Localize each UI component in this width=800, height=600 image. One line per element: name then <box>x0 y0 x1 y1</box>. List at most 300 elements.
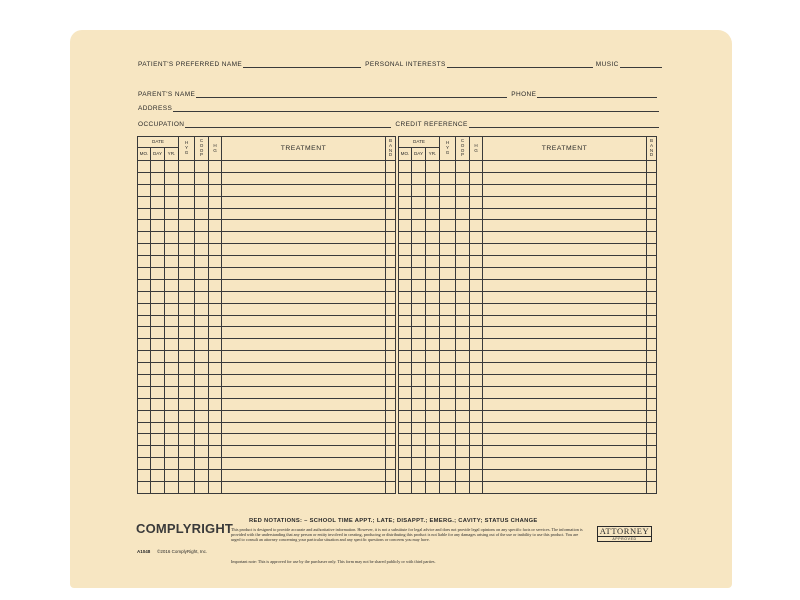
record-cell[interactable] <box>399 410 412 422</box>
record-cell[interactable] <box>412 482 426 494</box>
record-cell[interactable] <box>456 434 470 446</box>
record-cell[interactable] <box>470 470 483 482</box>
record-cell[interactable] <box>412 244 426 256</box>
record-cell[interactable] <box>470 351 483 363</box>
record-cell[interactable] <box>195 434 209 446</box>
record-cell[interactable] <box>647 161 657 173</box>
record-cell[interactable] <box>151 410 165 422</box>
record-cell[interactable] <box>483 327 647 339</box>
record-cell[interactable] <box>222 315 386 327</box>
record-cell[interactable] <box>151 172 165 184</box>
record-cell[interactable] <box>195 375 209 387</box>
record-cell[interactable] <box>209 375 222 387</box>
record-cell[interactable] <box>412 256 426 268</box>
record-cell[interactable] <box>138 363 151 375</box>
record-cell[interactable] <box>222 363 386 375</box>
record-cell[interactable] <box>386 470 396 482</box>
record-cell[interactable] <box>138 291 151 303</box>
record-cell[interactable] <box>222 279 386 291</box>
record-cell[interactable] <box>209 268 222 280</box>
record-cell[interactable] <box>386 434 396 446</box>
record-cell[interactable] <box>195 339 209 351</box>
record-cell[interactable] <box>151 256 165 268</box>
record-cell[interactable] <box>470 327 483 339</box>
record-cell[interactable] <box>209 196 222 208</box>
record-cell[interactable] <box>138 196 151 208</box>
record-cell[interactable] <box>386 220 396 232</box>
record-cell[interactable] <box>399 196 412 208</box>
record-cell[interactable] <box>222 434 386 446</box>
record-cell[interactable] <box>470 386 483 398</box>
record-cell[interactable] <box>440 303 456 315</box>
record-cell[interactable] <box>386 422 396 434</box>
record-cell[interactable] <box>151 303 165 315</box>
record-cell[interactable] <box>222 291 386 303</box>
record-cell[interactable] <box>470 196 483 208</box>
record-cell[interactable] <box>456 220 470 232</box>
record-cell[interactable] <box>138 161 151 173</box>
record-cell[interactable] <box>399 220 412 232</box>
record-cell[interactable] <box>412 458 426 470</box>
record-cell[interactable] <box>483 351 647 363</box>
address-field[interactable] <box>173 105 659 112</box>
record-cell[interactable] <box>456 172 470 184</box>
record-cell[interactable] <box>399 161 412 173</box>
record-cell[interactable] <box>426 363 440 375</box>
record-cell[interactable] <box>483 161 647 173</box>
record-cell[interactable] <box>456 386 470 398</box>
record-cell[interactable] <box>470 279 483 291</box>
record-cell[interactable] <box>412 386 426 398</box>
record-cell[interactable] <box>440 422 456 434</box>
record-cell[interactable] <box>165 434 179 446</box>
record-cell[interactable] <box>426 398 440 410</box>
record-cell[interactable] <box>483 434 647 446</box>
record-cell[interactable] <box>195 315 209 327</box>
record-cell[interactable] <box>195 184 209 196</box>
record-cell[interactable] <box>483 291 647 303</box>
record-cell[interactable] <box>647 398 657 410</box>
record-cell[interactable] <box>138 315 151 327</box>
record-cell[interactable] <box>426 268 440 280</box>
record-cell[interactable] <box>440 268 456 280</box>
record-cell[interactable] <box>386 339 396 351</box>
record-cell[interactable] <box>470 256 483 268</box>
record-cell[interactable] <box>647 184 657 196</box>
record-cell[interactable] <box>399 386 412 398</box>
record-cell[interactable] <box>483 208 647 220</box>
record-cell[interactable] <box>440 446 456 458</box>
record-cell[interactable] <box>440 291 456 303</box>
record-cell[interactable] <box>470 339 483 351</box>
record-cell[interactable] <box>209 482 222 494</box>
record-cell[interactable] <box>151 161 165 173</box>
record-cell[interactable] <box>165 220 179 232</box>
record-cell[interactable] <box>195 470 209 482</box>
record-cell[interactable] <box>209 232 222 244</box>
record-cell[interactable] <box>165 446 179 458</box>
record-cell[interactable] <box>412 339 426 351</box>
record-cell[interactable] <box>426 303 440 315</box>
record-cell[interactable] <box>195 256 209 268</box>
record-cell[interactable] <box>647 363 657 375</box>
record-cell[interactable] <box>483 398 647 410</box>
record-cell[interactable] <box>386 410 396 422</box>
record-cell[interactable] <box>138 327 151 339</box>
record-cell[interactable] <box>412 351 426 363</box>
record-cell[interactable] <box>195 327 209 339</box>
record-cell[interactable] <box>386 172 396 184</box>
record-cell[interactable] <box>179 351 195 363</box>
record-cell[interactable] <box>399 208 412 220</box>
record-cell[interactable] <box>195 232 209 244</box>
record-cell[interactable] <box>647 220 657 232</box>
record-cell[interactable] <box>179 422 195 434</box>
record-cell[interactable] <box>483 375 647 387</box>
record-cell[interactable] <box>138 256 151 268</box>
record-cell[interactable] <box>483 482 647 494</box>
record-cell[interactable] <box>138 268 151 280</box>
record-cell[interactable] <box>440 208 456 220</box>
record-cell[interactable] <box>209 172 222 184</box>
record-cell[interactable] <box>138 482 151 494</box>
record-cell[interactable] <box>399 446 412 458</box>
record-cell[interactable] <box>165 244 179 256</box>
record-cell[interactable] <box>426 256 440 268</box>
record-cell[interactable] <box>456 482 470 494</box>
record-cell[interactable] <box>138 375 151 387</box>
record-cell[interactable] <box>440 161 456 173</box>
record-cell[interactable] <box>165 268 179 280</box>
record-cell[interactable] <box>399 244 412 256</box>
record-cell[interactable] <box>440 458 456 470</box>
record-cell[interactable] <box>440 315 456 327</box>
record-cell[interactable] <box>483 470 647 482</box>
record-cell[interactable] <box>386 363 396 375</box>
record-cell[interactable] <box>195 363 209 375</box>
record-cell[interactable] <box>412 268 426 280</box>
record-cell[interactable] <box>209 446 222 458</box>
record-cell[interactable] <box>165 398 179 410</box>
record-cell[interactable] <box>195 220 209 232</box>
record-cell[interactable] <box>647 291 657 303</box>
record-cell[interactable] <box>195 172 209 184</box>
record-cell[interactable] <box>151 458 165 470</box>
record-cell[interactable] <box>456 256 470 268</box>
record-cell[interactable] <box>151 386 165 398</box>
record-cell[interactable] <box>399 398 412 410</box>
record-cell[interactable] <box>209 184 222 196</box>
parents-name-field[interactable] <box>196 91 507 98</box>
record-cell[interactable] <box>386 303 396 315</box>
record-cell[interactable] <box>151 220 165 232</box>
record-cell[interactable] <box>647 482 657 494</box>
record-cell[interactable] <box>440 386 456 398</box>
record-cell[interactable] <box>151 291 165 303</box>
record-cell[interactable] <box>209 363 222 375</box>
record-cell[interactable] <box>165 279 179 291</box>
record-cell[interactable] <box>165 303 179 315</box>
record-cell[interactable] <box>179 482 195 494</box>
record-cell[interactable] <box>440 244 456 256</box>
record-cell[interactable] <box>412 279 426 291</box>
record-cell[interactable] <box>179 244 195 256</box>
record-cell[interactable] <box>483 232 647 244</box>
record-cell[interactable] <box>386 208 396 220</box>
record-cell[interactable] <box>195 196 209 208</box>
record-cell[interactable] <box>151 363 165 375</box>
record-cell[interactable] <box>179 327 195 339</box>
record-cell[interactable] <box>412 470 426 482</box>
record-cell[interactable] <box>151 184 165 196</box>
record-cell[interactable] <box>195 458 209 470</box>
record-cell[interactable] <box>412 208 426 220</box>
record-cell[interactable] <box>470 268 483 280</box>
record-cell[interactable] <box>209 315 222 327</box>
record-cell[interactable] <box>209 398 222 410</box>
record-cell[interactable] <box>483 196 647 208</box>
record-cell[interactable] <box>483 446 647 458</box>
record-cell[interactable] <box>165 410 179 422</box>
record-cell[interactable] <box>151 375 165 387</box>
record-cell[interactable] <box>470 398 483 410</box>
record-cell[interactable] <box>456 196 470 208</box>
record-cell[interactable] <box>222 208 386 220</box>
record-cell[interactable] <box>165 386 179 398</box>
record-cell[interactable] <box>386 184 396 196</box>
patient-preferred-name-field[interactable] <box>243 61 361 68</box>
record-cell[interactable] <box>426 446 440 458</box>
record-cell[interactable] <box>151 482 165 494</box>
record-cell[interactable] <box>412 232 426 244</box>
record-cell[interactable] <box>195 446 209 458</box>
record-cell[interactable] <box>138 208 151 220</box>
record-cell[interactable] <box>456 458 470 470</box>
record-cell[interactable] <box>426 220 440 232</box>
record-cell[interactable] <box>138 184 151 196</box>
record-cell[interactable] <box>412 327 426 339</box>
record-cell[interactable] <box>483 386 647 398</box>
record-cell[interactable] <box>195 303 209 315</box>
record-cell[interactable] <box>386 386 396 398</box>
record-cell[interactable] <box>222 446 386 458</box>
record-cell[interactable] <box>456 339 470 351</box>
record-cell[interactable] <box>412 434 426 446</box>
record-cell[interactable] <box>195 208 209 220</box>
record-cell[interactable] <box>138 446 151 458</box>
record-cell[interactable] <box>426 244 440 256</box>
record-cell[interactable] <box>222 410 386 422</box>
record-cell[interactable] <box>647 327 657 339</box>
record-cell[interactable] <box>647 303 657 315</box>
record-cell[interactable] <box>209 256 222 268</box>
personal-interests-field[interactable] <box>447 61 593 68</box>
record-cell[interactable] <box>440 327 456 339</box>
record-cell[interactable] <box>209 244 222 256</box>
record-cell[interactable] <box>470 161 483 173</box>
record-cell[interactable] <box>426 458 440 470</box>
record-cell[interactable] <box>165 196 179 208</box>
record-cell[interactable] <box>440 470 456 482</box>
record-cell[interactable] <box>222 458 386 470</box>
record-cell[interactable] <box>209 470 222 482</box>
record-cell[interactable] <box>456 363 470 375</box>
record-cell[interactable] <box>386 161 396 173</box>
record-cell[interactable] <box>456 268 470 280</box>
record-cell[interactable] <box>222 422 386 434</box>
record-cell[interactable] <box>483 339 647 351</box>
record-cell[interactable] <box>470 244 483 256</box>
record-cell[interactable] <box>412 375 426 387</box>
record-cell[interactable] <box>483 315 647 327</box>
record-cell[interactable] <box>195 410 209 422</box>
record-cell[interactable] <box>647 232 657 244</box>
record-cell[interactable] <box>209 220 222 232</box>
record-cell[interactable] <box>483 303 647 315</box>
record-cell[interactable] <box>151 398 165 410</box>
record-cell[interactable] <box>209 386 222 398</box>
record-cell[interactable] <box>165 375 179 387</box>
record-cell[interactable] <box>647 410 657 422</box>
record-cell[interactable] <box>426 161 440 173</box>
record-cell[interactable] <box>440 279 456 291</box>
record-cell[interactable] <box>138 470 151 482</box>
record-cell[interactable] <box>209 291 222 303</box>
record-cell[interactable] <box>470 220 483 232</box>
record-cell[interactable] <box>470 315 483 327</box>
record-cell[interactable] <box>399 172 412 184</box>
record-cell[interactable] <box>470 458 483 470</box>
record-cell[interactable] <box>151 339 165 351</box>
record-cell[interactable] <box>483 184 647 196</box>
record-cell[interactable] <box>222 398 386 410</box>
record-cell[interactable] <box>412 315 426 327</box>
record-cell[interactable] <box>440 351 456 363</box>
record-cell[interactable] <box>426 279 440 291</box>
record-cell[interactable] <box>426 410 440 422</box>
record-cell[interactable] <box>151 446 165 458</box>
record-cell[interactable] <box>470 208 483 220</box>
record-cell[interactable] <box>647 315 657 327</box>
record-cell[interactable] <box>151 351 165 363</box>
record-cell[interactable] <box>179 386 195 398</box>
record-cell[interactable] <box>470 232 483 244</box>
record-cell[interactable] <box>151 268 165 280</box>
record-cell[interactable] <box>440 184 456 196</box>
record-cell[interactable] <box>647 208 657 220</box>
record-cell[interactable] <box>179 398 195 410</box>
record-cell[interactable] <box>399 375 412 387</box>
record-cell[interactable] <box>209 410 222 422</box>
record-cell[interactable] <box>647 470 657 482</box>
record-cell[interactable] <box>456 351 470 363</box>
record-cell[interactable] <box>222 327 386 339</box>
record-cell[interactable] <box>483 268 647 280</box>
record-cell[interactable] <box>386 279 396 291</box>
record-cell[interactable] <box>456 470 470 482</box>
record-cell[interactable] <box>647 375 657 387</box>
record-cell[interactable] <box>399 279 412 291</box>
record-cell[interactable] <box>647 386 657 398</box>
record-cell[interactable] <box>412 220 426 232</box>
record-cell[interactable] <box>138 220 151 232</box>
record-cell[interactable] <box>647 279 657 291</box>
record-cell[interactable] <box>222 161 386 173</box>
record-cell[interactable] <box>483 458 647 470</box>
record-cell[interactable] <box>440 339 456 351</box>
record-cell[interactable] <box>470 363 483 375</box>
record-cell[interactable] <box>179 196 195 208</box>
record-cell[interactable] <box>412 161 426 173</box>
record-cell[interactable] <box>399 315 412 327</box>
record-cell[interactable] <box>412 303 426 315</box>
record-cell[interactable] <box>426 184 440 196</box>
record-cell[interactable] <box>195 279 209 291</box>
record-cell[interactable] <box>426 351 440 363</box>
record-cell[interactable] <box>426 232 440 244</box>
record-cell[interactable] <box>138 339 151 351</box>
record-cell[interactable] <box>222 256 386 268</box>
record-cell[interactable] <box>222 470 386 482</box>
record-cell[interactable] <box>399 232 412 244</box>
record-cell[interactable] <box>222 220 386 232</box>
record-cell[interactable] <box>456 184 470 196</box>
record-cell[interactable] <box>209 434 222 446</box>
record-cell[interactable] <box>470 375 483 387</box>
record-cell[interactable] <box>470 434 483 446</box>
record-cell[interactable] <box>412 410 426 422</box>
record-cell[interactable] <box>399 470 412 482</box>
record-cell[interactable] <box>399 422 412 434</box>
record-cell[interactable] <box>483 172 647 184</box>
record-cell[interactable] <box>647 422 657 434</box>
record-cell[interactable] <box>426 434 440 446</box>
record-cell[interactable] <box>399 434 412 446</box>
record-cell[interactable] <box>195 351 209 363</box>
record-cell[interactable] <box>179 220 195 232</box>
record-cell[interactable] <box>386 232 396 244</box>
record-cell[interactable] <box>456 279 470 291</box>
record-cell[interactable] <box>483 363 647 375</box>
record-cell[interactable] <box>151 422 165 434</box>
record-cell[interactable] <box>440 172 456 184</box>
record-cell[interactable] <box>426 291 440 303</box>
record-cell[interactable] <box>138 386 151 398</box>
record-cell[interactable] <box>456 422 470 434</box>
record-cell[interactable] <box>470 303 483 315</box>
music-field[interactable] <box>620 61 662 68</box>
record-cell[interactable] <box>165 482 179 494</box>
record-cell[interactable] <box>440 196 456 208</box>
record-cell[interactable] <box>209 422 222 434</box>
record-cell[interactable] <box>456 232 470 244</box>
record-cell[interactable] <box>399 458 412 470</box>
record-cell[interactable] <box>195 161 209 173</box>
record-cell[interactable] <box>195 482 209 494</box>
record-cell[interactable] <box>386 244 396 256</box>
occupation-field[interactable] <box>185 121 391 128</box>
record-cell[interactable] <box>647 172 657 184</box>
record-cell[interactable] <box>647 256 657 268</box>
record-cell[interactable] <box>138 410 151 422</box>
record-cell[interactable] <box>456 208 470 220</box>
record-cell[interactable] <box>399 291 412 303</box>
record-cell[interactable] <box>179 458 195 470</box>
record-cell[interactable] <box>138 422 151 434</box>
record-cell[interactable] <box>165 363 179 375</box>
record-cell[interactable] <box>151 244 165 256</box>
record-cell[interactable] <box>179 291 195 303</box>
